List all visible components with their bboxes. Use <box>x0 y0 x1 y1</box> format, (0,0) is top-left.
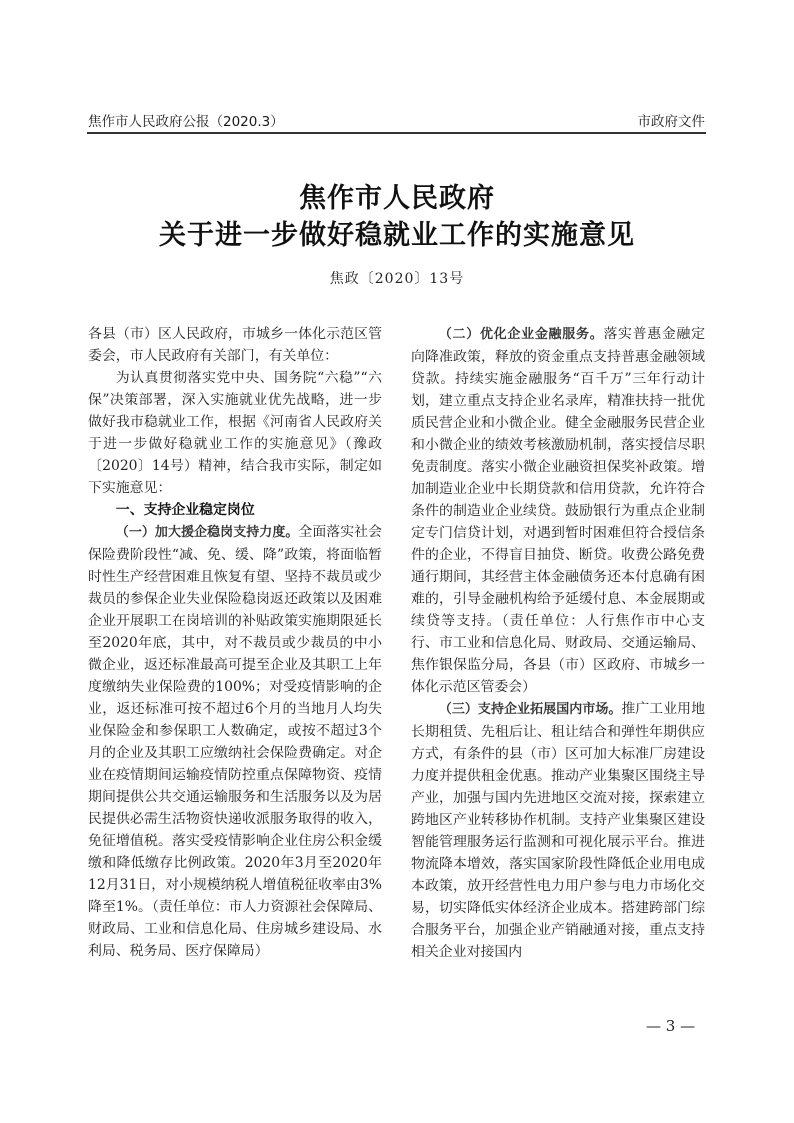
salutation: 各县（市）区人民政府，市城乡一体化示范区管委会，市人民政府有关部门，有关单位： <box>88 326 382 364</box>
item-heading: （三）支持企业拓展国内市场。 <box>438 702 622 717</box>
item-body: 全面落实社会保险费阶段性“减、免、缓、降”政策，将面临暂时性生产经营困难且恢复有望、坚持不裁员或少裁员的参保企业失业保险稳岗返还政策以及困难企业开展职工在岗培训的补贴政策实施期限延长至2020年底，其中，对不裁员或少裁员的中小微企业，返还标准最高可提至企业及其职工上年度缴纳失业保险费的100%；对受疫情影响的企业，返还标准可按不超过6个月的当地月人均失业保险金和参保职工人数确定，或按不超过3个月的企业及其职工应缴纳社会保险费确定。对企业在疫情期间运输疫情防控重点保障物资、疫情期间提供公共交通运输服务和生活服务以及为居民提供必需生活物资快递收派服务取得的收入，免征增值税。落实受疫情影响企业住房公积金缓缴和降低缴存比例政策。2020年3月至2020年12月31日，对小规模纳税人增值税征收率由3%降至1%。（责任单位：市人力资源社会保障局、财政局、工业和信息化局、住房城乡建设局、水利局、税务局、医疗保障局） <box>88 524 382 959</box>
page-number: — 3 — <box>646 1017 696 1035</box>
right-column <box>411 323 705 963</box>
document-title-line2: 关于进一步做好稳就业工作的实施意见 <box>159 220 635 251</box>
document-number: 焦政〔2020〕13号 <box>329 271 465 287</box>
item-body: 推广工业用地长期租赁、先租后让、租让结合和弹性年期供应方式，有条件的县（市）区可加大标准厂房建设力度并提供租金优惠。推动产业集聚区围绕主导产业，加强与国内先进地区交流对接，探索建立跨地区产业转移协作机制。支持产业集聚区建设智能管理服务运行监测和可视化展示平台。推进物流降本增效，落实国家阶段性降低企业用电成本政策，放开经营性电力用户参与电力市场化交易，切实降低实体经济企业成本。搭建跨部门综合服务平台，加强企业产销融通对接，重点支持相关企业对接国内 <box>411 701 705 960</box>
item-body: 落实普惠金融定向降准政策，释放的资金重点支持普惠金融领域贷款。持续实施金融服务“百千万”三年行动计划，建立重点支持企业名录库，精准扶持一批优质民营企业和小微企业。健全金融服务民营企业和小微企业的绩效考核激励机制，落实授信尽职免责制度。落实小微企业融资担保奖补政策。增加制造业企业中长期贷款和信用贷款，允许符合条件的制造业企业续贷。鼓励银行为重点企业制定专门信贷计划，对遇到暂时困难但符合授信条件的企业，不得盲目抽贷、断贷。收费公路免费通行期间，其经营主体金融债务还本付息确有困难的，引导金融机构给予延缓付息、本金展期或续贷等支持。（责任单位：人行焦作市中心支行、市工业和信息化局、财政局、交通运输局、焦作银保监分局，各县（市）区政府、市城乡一体化示范区管委会） <box>411 326 705 695</box>
item-paragraph <box>411 698 705 963</box>
section-label: 市政府文件 <box>637 114 705 130</box>
running-header <box>88 108 705 132</box>
intro-paragraph: 为认真贯彻落实党中央、国务院“六稳”“六保”决策部署，深入实施就业优先战略，进一步做好我市稳就业工作，根据《河南省人民政府关于进一步做好稳就业工作的实施意见》（豫政〔2020〕14号）精神，结合我市实际，制定如下实施意见： <box>88 370 382 496</box>
section-heading: 一、支持企业稳定岗位 <box>115 502 255 518</box>
document-title-line1: 焦作市人民政府 <box>299 183 495 214</box>
item-heading: （二）优化企业金融服务。 <box>438 327 604 342</box>
item-paragraph <box>411 323 705 698</box>
left-column <box>88 323 382 962</box>
item-paragraph <box>88 521 382 962</box>
publication-title: 焦作市人民政府公报（2020.3） <box>88 114 284 130</box>
item-heading: （一）加大援企稳岗支持力度。 <box>115 525 299 540</box>
header-rule <box>87 132 706 134</box>
